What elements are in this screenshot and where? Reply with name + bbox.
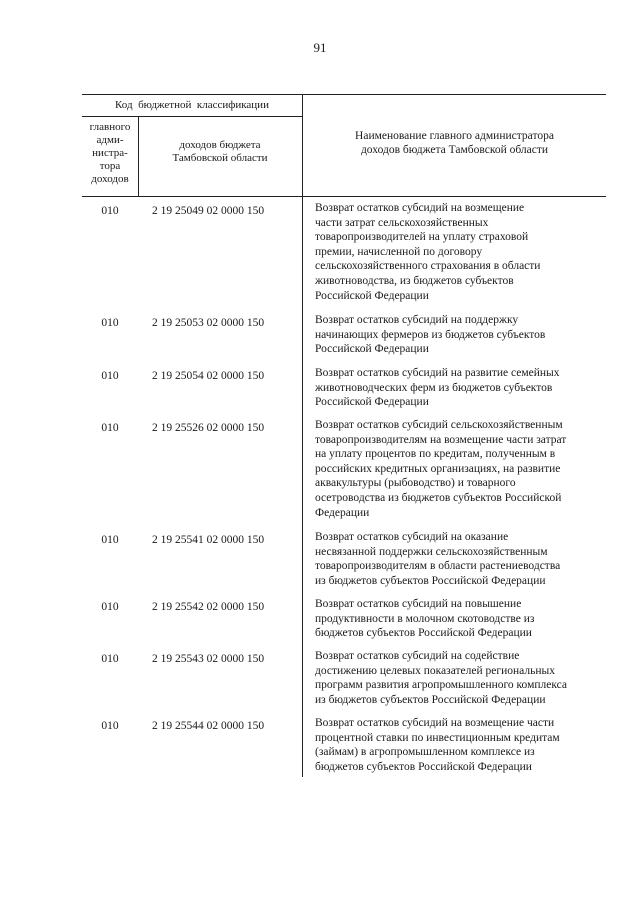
revenue-code: 2 19 25054 02 0000 150 — [152, 370, 265, 382]
admin-code: 010 — [101, 534, 119, 546]
revenue-name: Возврат остатков субсидий на возмещение части затрат сельскохозяйственных товаропроизводителей на уплату страховой премии, начисленной по договору сельскохозяйственного страхования в области животноводства, из бюджетов субъектов Российской Федерации — [315, 202, 541, 302]
divider-code-name — [302, 94, 303, 777]
revenue-name: Возврат остатков субсидий на развитие семейных животноводческих ферм из бюджетов субъектов Российской Федерации — [315, 367, 560, 409]
revenue-code: 2 19 25542 02 0000 150 — [152, 601, 265, 613]
revenue-code: 2 19 25049 02 0000 150 — [152, 205, 265, 217]
header-bottom-border — [82, 196, 606, 197]
admin-code: 010 — [101, 370, 119, 382]
header-name-col: Наименование главного администратора доходов бюджета Тамбовской области — [355, 130, 554, 156]
revenue-name: Возврат остатков субсидий на поддержку начинающих фермеров из бюджетов субъектов Российской Федерации — [315, 314, 546, 356]
admin-code: 010 — [101, 317, 119, 329]
header-group-title: Код бюджетной классификации — [115, 99, 269, 111]
group-header-divider — [82, 116, 302, 117]
revenue-name: Возврат остатков субсидий сельскохозяйственным товаропроизводителям на возмещение части затрат на уплату процентов по кредитам, полученным в российских кредитных организациях, на развитие аквакультуры (рыбоводство) и товарного осетроводства из бюджетов субъектов Российской Федерации — [315, 419, 567, 519]
revenue-name: Возврат остатков субсидий на повышение продуктивности в молочном скотоводстве из бюджетов субъектов Российской Федерации — [315, 598, 535, 640]
admin-code: 010 — [101, 601, 119, 613]
revenue-code: 2 19 25543 02 0000 150 — [152, 653, 265, 665]
header-admin-col: главного адми- нистра- тора доходов — [89, 121, 131, 185]
table-top-border — [82, 94, 606, 95]
revenue-code: 2 19 25053 02 0000 150 — [152, 317, 265, 329]
admin-code: 010 — [101, 653, 119, 665]
admin-code: 010 — [101, 205, 119, 217]
header-revenue-col: доходов бюджета Тамбовской области — [172, 139, 268, 164]
revenue-name: Возврат остатков субсидий на возмещение части процентной ставки по инвестиционным кредитам (займам) в агропромышленном комплексе из бюджетов субъектов Российской Федерации — [315, 717, 560, 773]
revenue-name: Возврат остатков субсидий на оказание несвязанной поддержки сельскохозяйственным товаропроизводителям в области растениеводства из бюджетов субъектов Российской Федерации — [315, 531, 561, 587]
admin-code: 010 — [101, 720, 119, 732]
revenue-name: Возврат остатков субсидий на содействие достижению целевых показателей региональных программ развития агропромышленного комплекса из бюджетов субъектов Российской Федерации — [315, 650, 568, 706]
admin-code: 010 — [101, 422, 119, 434]
revenue-code: 2 19 25544 02 0000 150 — [152, 720, 265, 732]
revenue-code: 2 19 25541 02 0000 150 — [152, 534, 265, 546]
page-number: 91 — [313, 40, 327, 55]
revenue-code: 2 19 25526 02 0000 150 — [152, 422, 265, 434]
